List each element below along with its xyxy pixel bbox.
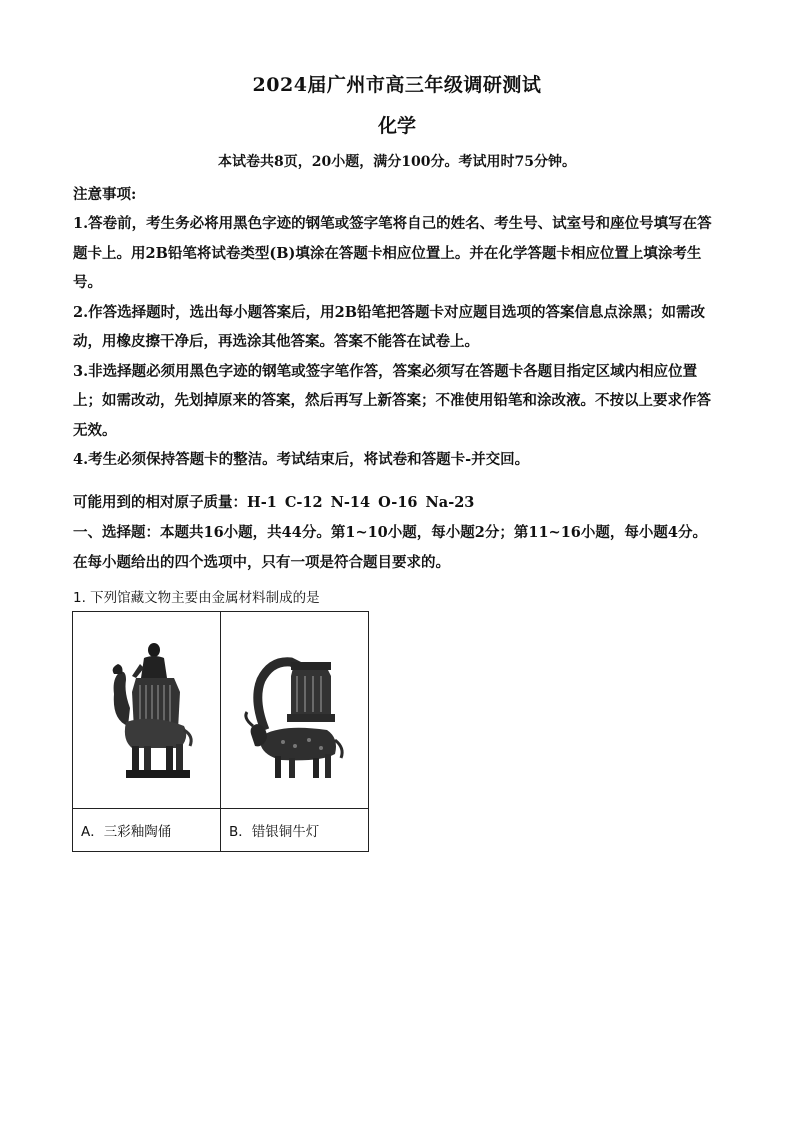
exam-title: 2024届广州市高三年级调研测试 [252, 74, 542, 96]
option-b-label: B．错银铜牛灯 [221, 809, 369, 852]
section-heading [73, 518, 718, 577]
option-a-label: A．三彩釉陶俑 [73, 809, 221, 852]
notice-item: 3.非选择题必须用黑色字迹的钢笔或签字笔作答，答案必须写在答题卡各题目指定区域内相应位置上；如需改动，先划掉原来的答案，然后再写上新答案；不准使用铅笔和涂改液。不按以上要求作答无效。 [73, 362, 711, 439]
exam-info: 本试卷共8页，20小题，满分100分。考试用时75分钟。 [218, 154, 576, 170]
notice-item: 4.考生必须保持答题卡的整洁。考试结束后，将试卷和答题卡-并交回。 [73, 451, 530, 468]
subject-title: 化学 [377, 115, 416, 137]
camel-figurine-image [92, 630, 202, 790]
notice-list [73, 209, 718, 475]
option-a-image-cell [73, 612, 221, 809]
notice-item: 1.答卷前，考生务必将用黑色字迹的钢笔或签字笔将自己的姓名、考生号、试室号和座位号填写在答题卡上。用2B铅笔将试卷类型(B)填涂在答题卡相应位置上。并在化学答题卡相应位置上填涂考生号。 [73, 215, 712, 291]
notice-item: 2.作答选择题时，选出每小题答案后，用2B铅笔把答题卡对应题目选项的答案信息点涂黑；如需改动，用橡皮擦干净后，再选涂其他答案。答案不能答在试卷上。 [73, 303, 705, 350]
notice-heading: 注意事项: [73, 186, 137, 203]
bronze-ox-lamp-image [235, 630, 355, 790]
section-instructions: 一、选择题：本题共16小题，共44分。第1~10小题，每小题2分；第11~16小题，每小题4分。在每小题给出的四个选项中，只有一项是符合题目要求的。 [73, 524, 707, 571]
option-b-image-cell [221, 612, 369, 809]
atomic-masses: 可能用到的相对原子质量：H-1 C-12 N-14 O-16 Na-23 [73, 494, 475, 511]
question-stem: 1. 下列馆藏文物主要由金属材料制成的是 [73, 590, 320, 606]
options-table [72, 611, 369, 852]
